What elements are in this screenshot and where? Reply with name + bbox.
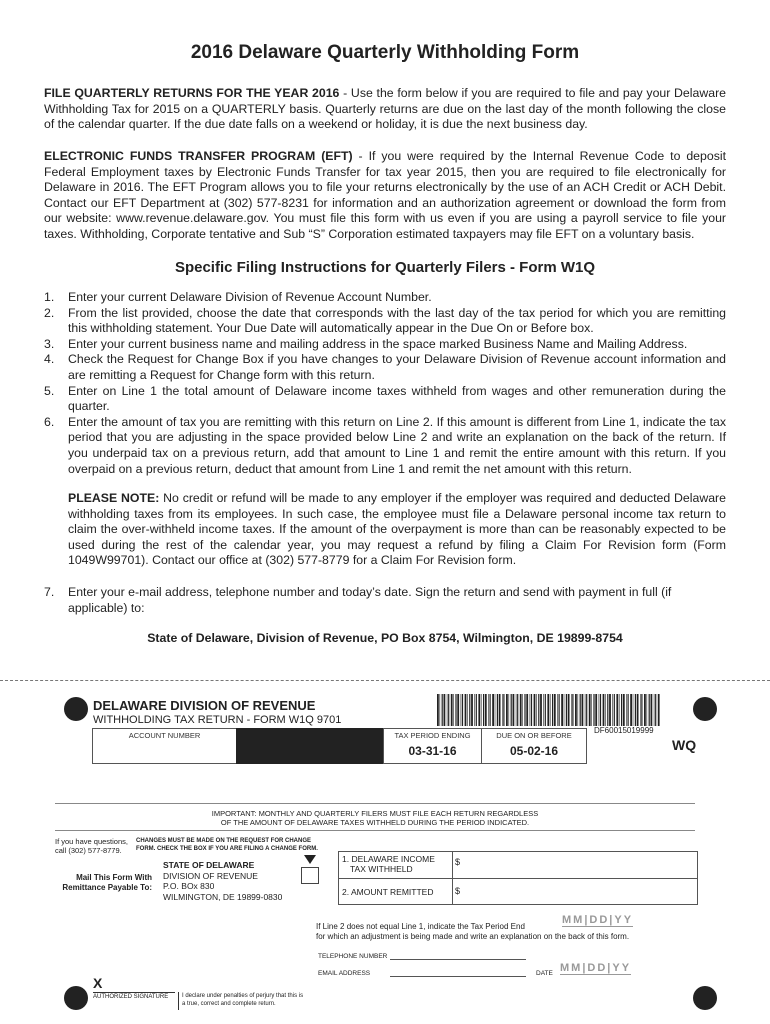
- barcode-bar: [522, 694, 523, 726]
- step-item: 1. Enter your current Delaware Division of Revenue Account Number.: [44, 290, 432, 304]
- tax-period-label: TAX PERIOD ENDING: [394, 731, 471, 740]
- barcode-bar: [654, 694, 655, 726]
- barcode-bar: [630, 694, 632, 726]
- barcode-bar: [568, 694, 570, 726]
- account-number-label: ACCOUNT NUMBER: [128, 731, 201, 740]
- note-text: No credit or refund will be made to any employer if the employer was required and deducted Delaware withholding taxes from its employees. In such case, the employee must file a Delaware personal income tax return to claim the over-withheld income taxes. If the amount of the overpayment is more than can be reasonably expected to be used during the rest of the calendar year, you may request a refund by filing a Claim For Revision form (Form 1049W99701). Contact our office at (302) 577-8779 for a Claim For Revision form.: [68, 491, 726, 568]
- note-heading: PLEASE NOTE:: [68, 491, 160, 505]
- cut-line: [0, 680, 770, 681]
- perjury-statement: I declare under penalties of perjury that this is a true, correct and complete return.: [182, 993, 304, 1007]
- mailing-address: State of Delaware, Division of Revenue, PO Box 8754, Wilmington, DE 19899-8754: [147, 631, 623, 645]
- due-date-field: [482, 728, 587, 764]
- barcode-bar: [440, 694, 441, 726]
- barcode-image: [437, 694, 661, 726]
- barcode-bar: [474, 694, 475, 726]
- account-number-field[interactable]: [92, 728, 236, 764]
- barcode-bar: [580, 694, 581, 726]
- intro-heading: FILE QUARTERLY RETURNS FOR THE YEAR 2016: [44, 86, 340, 100]
- barcode-bar: [511, 694, 512, 726]
- barcode-bar: [451, 694, 453, 726]
- barcode-bar: [478, 694, 480, 726]
- intro-text: - Use the form below if you are required to file and pay your Delaware Withholding Tax for 2015 on a QUARTERLY basis. Quarterly returns are due on the last day of the month following the close of the calendar quarter. If the due date falls on a weekend or holiday, it is due the next business day.: [44, 86, 727, 132]
- barcode-bar: [621, 694, 622, 726]
- barcode-bar: [623, 694, 625, 726]
- barcode-bar: [595, 694, 597, 726]
- barcode-bar: [605, 694, 606, 726]
- tax-period-value: 03-31-16: [408, 744, 457, 758]
- step-item: 4. Check the Request for Change Box if you have changes to your Delaware Division of Revenue account information and are remitting a Request for Change form with this return.: [44, 352, 726, 382]
- barcode-bar: [566, 694, 567, 726]
- barcode-bar: [453, 694, 454, 726]
- barcode-bar: [483, 694, 484, 726]
- line-2-label: 2. AMOUNT REMITTED: [342, 887, 434, 897]
- barcode-bar: [442, 694, 443, 726]
- line-1-label: 1. DELAWARE INCOME TAX WITHHELD: [342, 854, 435, 874]
- barcode-bar: [655, 694, 656, 726]
- step-item-7: 7. Enter your e-mail address, telephone number and today’s date. Sign the return and send with payment in full (if applicable) to:: [44, 585, 672, 615]
- barcode-bar: [444, 694, 446, 726]
- barcode-bar: [499, 694, 501, 726]
- barcode-bar: [649, 694, 650, 726]
- barcode-bar: [637, 694, 639, 726]
- barcode-bar: [547, 694, 549, 726]
- barcode-bar: [485, 694, 487, 726]
- line-1-amount-input[interactable]: $: [455, 857, 461, 867]
- barcode-bar: [578, 694, 579, 726]
- barcode-bar: [554, 694, 556, 726]
- arrow-down-icon: [304, 855, 316, 864]
- due-label: DUE ON OR BEFORE: [496, 731, 572, 740]
- step-item: 2. From the list provided, choose the date that corresponds with the last day of the tax period for which you are remitting this withholding statement. Your Due Date will automatically appear in the Due On or Before box.: [44, 305, 726, 336]
- barcode-bar: [437, 694, 439, 726]
- barcode-bar: [619, 694, 620, 726]
- eft-text: - If you were required by the Internal Revenue Code to deposit Federal Employment taxes by Electronic Funds Transfer for tax year 2015, then you are required to file electronically for Delaware in 2016. The EFT Program allows you to file your returns electronically by the use of an ACH Credit or ACH Debit. Contact our EFT Department at (302) 577-8231 for information and an authorization agreement or download the form from our website: www.revenue.delaware.gov. You must file this form with us even if you are using a payroll service to file your taxes. Withholding, Corporate tentative and Sub “S” Corporation estimated taxpayers may file EFT on a voluntary basis.: [44, 149, 726, 241]
- barcode-bar: [520, 694, 522, 726]
- barcode-bar: [647, 694, 648, 726]
- important-box: [55, 803, 695, 831]
- barcode-bar: [557, 694, 558, 726]
- barcode-bar: [524, 694, 525, 726]
- step-item: 5. Enter on Line 1 the total amount of Delaware income taxes withheld from wages and other remuneration during the quarter.: [44, 383, 726, 414]
- signature-x: X: [93, 975, 103, 991]
- mail-label: Mail This Form With Remittance Payable To:: [62, 873, 152, 892]
- barcode-bar: [481, 694, 482, 726]
- barcode-bar: [469, 694, 470, 726]
- barcode-bar: [447, 694, 448, 726]
- authorized-signature-label: AUTHORIZED SIGNATURE: [93, 994, 169, 1000]
- barcode-bar: [471, 694, 473, 726]
- barcode-bar: [600, 694, 601, 726]
- important-line-2: OF THE AMOUNT OF DELAWARE TAXES WITHHELD DURING THE PERIOD INDICATED.: [220, 818, 530, 827]
- df-code: DF60015019999: [594, 726, 654, 735]
- barcode-bar: [640, 694, 641, 726]
- barcode-bar: [526, 694, 528, 726]
- barcode-bar: [612, 694, 613, 726]
- adjustment-note: If Line 2 does not equal Line 1, indicate the Tax Period End for which an adjustment is being made and write an explanation on the back of this form.: [316, 922, 630, 941]
- barcode-bar: [506, 694, 508, 726]
- barcode-bar: [644, 694, 646, 726]
- barcode-bar: [465, 694, 467, 726]
- barcode-bar: [461, 694, 462, 726]
- barcode-bar: [457, 694, 459, 726]
- barcode-bar: [552, 694, 553, 726]
- telephone-input[interactable]: [390, 959, 526, 960]
- barcode-bar: [635, 694, 636, 726]
- instructions-title: Specific Filing Instructions for Quarterly Filers - Form W1Q: [174, 259, 596, 276]
- barcode-bar: [492, 694, 494, 726]
- barcode-bar: [607, 694, 608, 726]
- barcode-bar: [513, 694, 515, 726]
- barcode-bar: [448, 694, 449, 726]
- step-item: 3. Enter your current business name and mailing address in the space marked Business Name and Mailing Address.: [44, 336, 688, 351]
- barcode-bar: [503, 694, 504, 726]
- barcode-bar: [538, 694, 539, 726]
- barcode-bar: [509, 694, 510, 726]
- barcode-bar: [561, 694, 563, 726]
- changes-note: CHANGES MUST BE MADE ON THE REQUEST FOR CHANGE FORM. CHECK THE BOX IF YOU ARE FILING A CHANGE FORM.: [136, 838, 318, 852]
- barcode-bar: [599, 694, 600, 726]
- barcode-bar: [467, 694, 468, 726]
- barcode-bar: [633, 694, 634, 726]
- page-title: 2016 Delaware Quarterly Withholding Form: [190, 42, 580, 63]
- barcode-bar: [586, 694, 587, 726]
- barcode-bar: [495, 694, 496, 726]
- barcode-bar: [559, 694, 560, 726]
- barcode-bar: [502, 694, 503, 726]
- date-label: DATE: [536, 970, 553, 977]
- barcode-bar: [571, 694, 572, 726]
- signature-input[interactable]: [93, 992, 175, 993]
- step-item: 6. Enter the amount of tax you are remitting with this return on Line 2. If this amount is different from Line 1, indicate the tax period that you are adjusting in the space provided below Line 2 and write an explanation on the back of the return. If you underpaid tax on a previous return, add that amount to Line 1 and remit the entire amount with this return. If you overpaid on a previous return, deduct that amount from Line 1 and remit the net amount with this return.: [44, 414, 726, 476]
- email-input[interactable]: [390, 976, 526, 977]
- barcode-bar: [614, 694, 615, 726]
- due-value: 05-02-16: [509, 744, 559, 758]
- please-note: [68, 491, 726, 569]
- barcode-bar: [536, 694, 537, 726]
- form-name: WITHHOLDING TAX RETURN - FORM W1Q 9701: [93, 714, 342, 726]
- barcode-bar: [575, 694, 577, 726]
- barcode-bar: [497, 694, 498, 726]
- barcode-bar: [572, 694, 573, 726]
- barcode-bar: [564, 694, 565, 726]
- eft-heading: ELECTRONIC FUNDS TRANSFER PROGRAM (EFT): [44, 149, 353, 163]
- barcode-bar: [476, 694, 477, 726]
- barcode-bar: [616, 694, 618, 726]
- barcode-bar: [585, 694, 586, 726]
- barcode-bar: [641, 694, 642, 726]
- barcode-bar: [651, 694, 653, 726]
- change-request-checkbox[interactable]: [301, 867, 319, 884]
- barcode-bar: [626, 694, 627, 726]
- barcode-bar: [609, 694, 611, 726]
- form-code-wq: WQ: [672, 737, 697, 753]
- barcode-bar: [603, 694, 605, 726]
- barcode-bar: [582, 694, 584, 726]
- barcode-bar: [530, 694, 531, 726]
- line-2-amount-input[interactable]: $: [455, 886, 461, 896]
- adjustment-period-input[interactable]: MM|DD|YY: [562, 914, 634, 926]
- eft-paragraph: [44, 149, 726, 243]
- barcode-bar: [593, 694, 594, 726]
- registration-dot: [693, 986, 717, 1010]
- amount-divider: [338, 878, 698, 879]
- tax-period-field[interactable]: [383, 728, 482, 764]
- registration-dot: [64, 986, 88, 1010]
- date-input[interactable]: MM|DD|YY: [560, 962, 632, 974]
- payee-address: STATE OF DELAWARE DIVISION OF REVENUE P.O. BOx 830 WILMINGTON, DE 19899-0830: [163, 860, 283, 902]
- registration-dot: [693, 697, 717, 721]
- telephone-label: TELEPHONE NUMBER: [318, 953, 388, 960]
- barcode-bar: [658, 694, 660, 726]
- intro-paragraph: [44, 86, 726, 133]
- org-name: DELAWARE DIVISION OF REVENUE: [93, 698, 316, 713]
- important-line-1: IMPORTANT: MONTHLY AND QUARTERLY FILERS MUST FILE EACH RETURN REGARDLESS: [211, 809, 539, 818]
- barcode-bar: [490, 694, 491, 726]
- instruction-steps: [44, 290, 726, 477]
- barcode-bar: [545, 694, 546, 726]
- barcode-bar: [488, 694, 489, 726]
- registration-dot: [64, 697, 88, 721]
- questions-text: If you have questions, call (302) 577-8779.: [55, 837, 128, 855]
- barcode-bar: [531, 694, 532, 726]
- barcode-bar: [540, 694, 542, 726]
- amount-col-divider: [452, 851, 453, 905]
- barcode-bar: [516, 694, 517, 726]
- barcode-bar: [543, 694, 544, 726]
- barcode-bar: [591, 694, 592, 726]
- barcode-bar: [589, 694, 591, 726]
- barcode-bar: [628, 694, 629, 726]
- signature-divider: [178, 992, 179, 1010]
- barcode-bar: [550, 694, 551, 726]
- barcode-bar: [517, 694, 518, 726]
- barcode-bar: [455, 694, 456, 726]
- email-label: EMAIL ADDRESS: [318, 970, 371, 977]
- barcode-bar: [534, 694, 536, 726]
- barcode-bar: [462, 694, 463, 726]
- account-blackout: [236, 728, 383, 764]
